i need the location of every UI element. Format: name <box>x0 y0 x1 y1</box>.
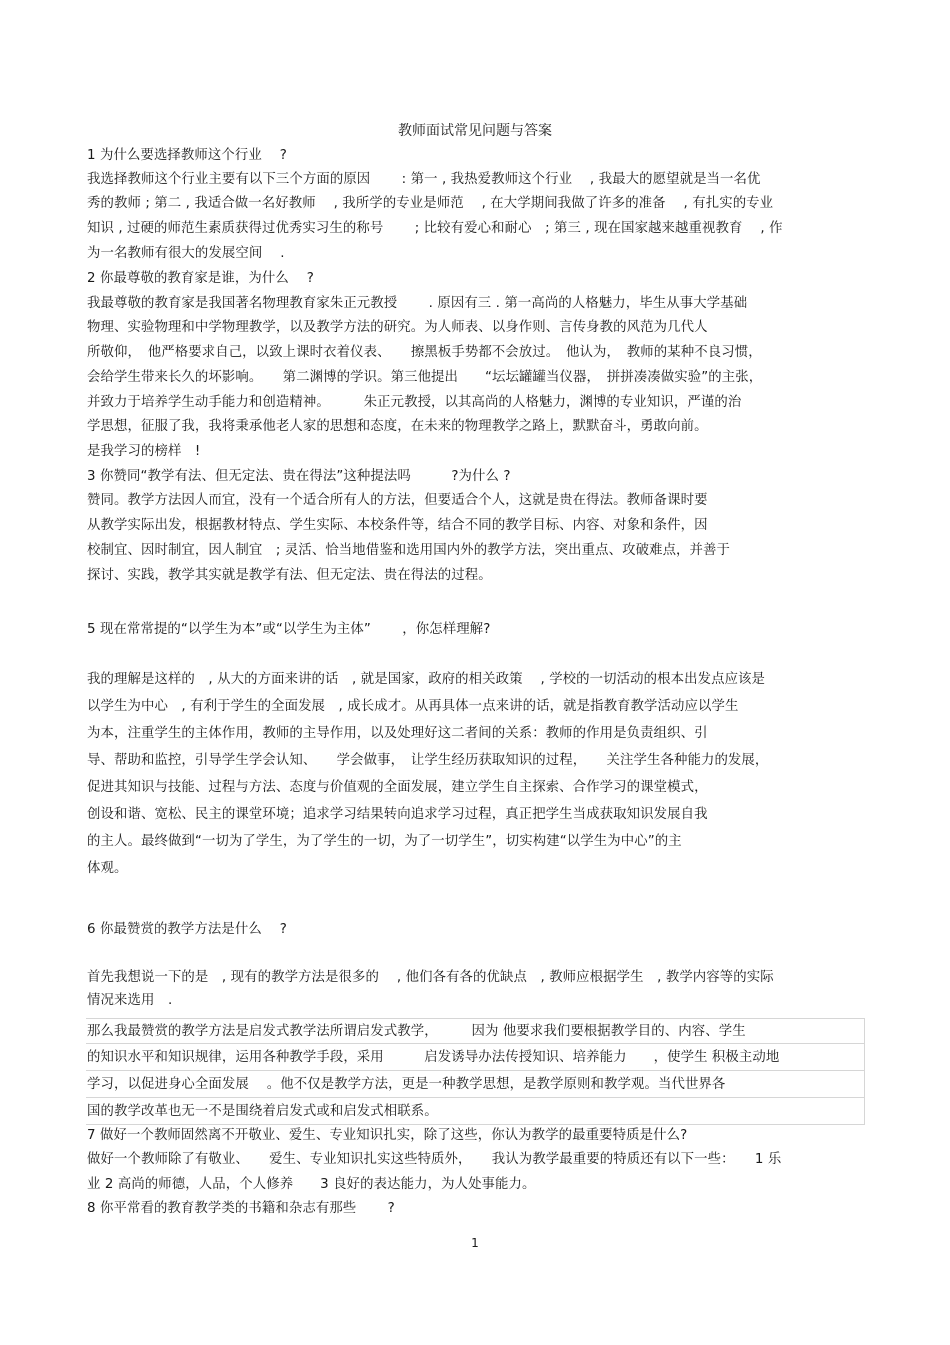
text-line: 国的教学改革也无一不是围绕着启发式或和启发式相联系。 <box>87 1104 438 1119</box>
box-border-bottom <box>86 1124 865 1125</box>
text-line: 学习，以促进身心全面发展 。他不仅是教学方法，更是一种教学思想，是教学原则和教学观。当代世界各 <box>87 1077 726 1092</box>
text-line: 是我学习的榜样 ! <box>87 444 201 459</box>
text-line: 3 你赞同“教学有法、但无定法、贵在得法”这种提法吗 ?为什么 ? <box>87 469 511 484</box>
box-border-top <box>86 1018 865 1019</box>
text-line: 物理、实验物理和中学物理教学，以及教学方法的研究。为人师表、以身作则、言传身教的风范为几代人 <box>87 320 708 335</box>
text-line: 从教学实际出发，根据教材特点、学生实际、本校条件等，结合不同的教学目标、内容、对象和条件，因 <box>87 518 708 533</box>
text-line: 导、帮助和监控，引导学生学会认知、 学会做事， 让学生经历获取知识的过程， 关注学生各种能力的发展， <box>87 753 769 768</box>
page-number: 1 <box>471 1236 479 1250</box>
text-line: 促进其知识与技能、过程与方法、态度与价值观的全面发展，建立学生自主探索、合作学习的课堂模式， <box>87 780 708 795</box>
document-title: 教师面试常见问题与答案 <box>398 123 552 139</box>
text-line: 的主人。最终做到“一切为了学生，为了学生的一切，为了一切学生”，切实构建“以学生为中心”的主 <box>87 834 682 849</box>
text-line: 知识 , 过硬的师范生素质获得过优秀实习生的称号 ; 比较有爱心和耐心 ; 第三 , 现在国家越来越重视教育 , 作 <box>87 221 783 236</box>
box-border-row2 <box>86 1070 865 1071</box>
text-line: 的知识水平和知识规律，运用各种教学手段，采用 启发诱导办法传授知识、培养能力 ，使学生 积极主动地 <box>87 1050 780 1065</box>
text-line: 那么我最赞赏的教学方法是启发式教学法所谓启发式教学， 因为 他要求我们要根据教学目的、内容、学生 <box>87 1024 746 1039</box>
text-line: 我的理解是这样的 , 从大的方面来讲的话 , 就是国家，政府的相关政策 , 学校的一切活动的根本出发点应该是 <box>87 672 766 687</box>
text-line: 秀的教师 ; 第二 , 我适合做一名好教师 , 我所学的专业是师范 , 在大学期间我做了许多的准备 , 有扎实的专业 <box>87 196 774 211</box>
box-border-row1 <box>86 1043 865 1044</box>
text-line: 探讨、实践，教学其实就是教学有法、但无定法、贵在得法的过程。 <box>87 568 492 583</box>
text-line: 8 你平常看的教育教学类的书籍和杂志有那些 ? <box>87 1201 395 1216</box>
text-line: 我最尊敬的教育家是我国著名物理教育家朱正元教授 . 原因有三 . 第一高尚的人格魅力，毕生从事大学基础 <box>87 296 748 311</box>
text-line: 为一名教师有很大的发展空间 . <box>87 246 285 261</box>
text-line: 我选择教师这个行业主要有以下三个方面的原因 : 第一 , 我热爱教师这个行业 , 我最大的愿望就是当一名优 <box>87 172 761 187</box>
text-line: 赞同。教学方法因人而宜，没有一个适合所有人的方法，但要适合个人，这就是贵在得法。教师备课时要 <box>87 493 708 508</box>
text-line: 会给学生带来长久的坏影响。 第二渊博的学识。第三他提出 “坛坛罐罐当仪器， 拼拼凑凑做实验”的主张， <box>87 370 763 385</box>
text-line: 学思想，征服了我，我将秉承他老人家的思想和态度，在未来的物理教学之路上，默默奋斗，勇敢向前。 <box>87 419 708 434</box>
text-line: 做好一个教师除了有敬业、 爱生、专业知识扎实这些特质外， 我认为教学最重要的特质还有以下一些： 1 乐 <box>87 1152 782 1167</box>
text-line: 创设和谐、宽松、民主的课堂环境；追求学习结果转向追求学习过程，真正把学生当成获取知识发展自我 <box>87 807 708 822</box>
text-line: 体观。 <box>87 861 128 876</box>
text-line: 并致力于培养学生动手能力和创造精神。 朱正元教授，以其高尚的人格魅力，渊博的专业知识，严谨的治 <box>87 395 742 410</box>
box-border-row3 <box>86 1097 865 1098</box>
text-line: 以学生为中心 , 有利于学生的全面发展 , 成长成才。从再具体一点来讲的话，就是指教育教学活动应以学生 <box>87 699 739 714</box>
text-line: 6 你最赞赏的教学方法是什么 ? <box>87 922 287 937</box>
text-line: 所敬仰， 他严格要求自己，以致上课时衣着仪表、 擦黑板手势都不会放过。 他认为， 教师的某种不良习惯， <box>87 345 762 360</box>
text-line: 校制宜、因时制宜，因人制宜 ; 灵活、恰当地借鉴和选用国内外的教学方法，突出重点、攻破难点，并善于 <box>87 543 731 558</box>
text-line: 首先我想说一下的是 , 现有的教学方法是很多的 , 他们各有各的优缺点 , 教师应根据学生 , 教学内容等的实际 <box>87 970 774 985</box>
box-border-right <box>864 1018 865 1124</box>
text-line: 业 2 高尚的师德，人品，个人修养 3 良好的表达能力，为人处事能力。 <box>87 1177 536 1192</box>
text-line: 5 现在常常提的“以学生为本”或“以学生为主体” ，你怎样理解? <box>87 622 491 637</box>
text-line: 为本，注重学生的主体作用，教师的主导作用，以及处理好这二者间的关系：教师的作用是负责组织、引 <box>87 726 708 741</box>
text-line: 1 为什么要选择教师这个行业 ? <box>87 148 287 163</box>
text-line: 2 你最尊敬的教育家是谁，为什么 ? <box>87 271 314 286</box>
text-line: 情况来选用 . <box>87 993 173 1008</box>
text-line: 7 做好一个教师固然离不开敬业、爱生、专业知识扎实，除了这些，你认为教学的最重要特质是什么? <box>87 1128 688 1143</box>
